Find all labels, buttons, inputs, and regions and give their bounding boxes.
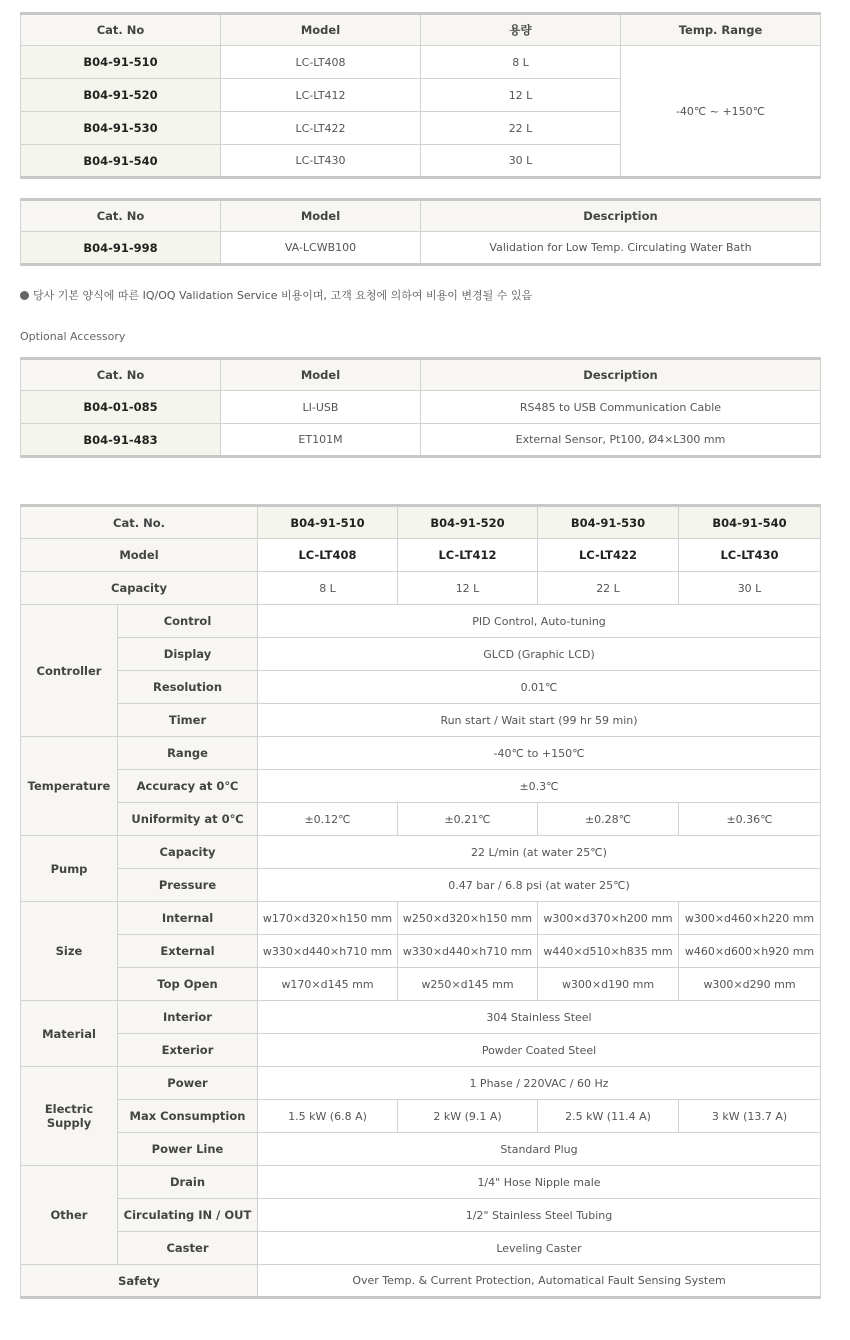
table-row xyxy=(21,424,821,457)
value-cell: 1/4" Hose Nipple male xyxy=(258,1166,821,1199)
pump-capacity-row xyxy=(21,836,821,869)
optional-accessory-title: Optional Accessory xyxy=(20,330,126,343)
value-cell: w300×d190 mm xyxy=(538,968,679,1001)
table-row xyxy=(21,46,821,79)
range-row xyxy=(21,737,821,770)
value-cell: Standard Plug xyxy=(258,1133,821,1166)
value-cell: Leveling Caster xyxy=(258,1232,821,1265)
header-model: Model xyxy=(221,14,421,46)
value-cell: 2 kW (9.1 A) xyxy=(398,1100,538,1133)
temp-range-cell: -40℃ ~ +150℃ xyxy=(621,46,821,178)
row-label: Display xyxy=(118,638,258,671)
value-cell: PID Control, Auto-tuning xyxy=(258,605,821,638)
value-cell: 3 kW (13.7 A) xyxy=(679,1100,821,1133)
row-label: Exterior xyxy=(118,1034,258,1067)
model-cell: LC-LT430 xyxy=(221,145,421,178)
description-cell: External Sensor, Pt100, Ø4×L300 mm xyxy=(421,424,821,457)
row-label: Top Open xyxy=(118,968,258,1001)
capacity-cell: 12 L xyxy=(398,572,538,605)
value-cell: ±0.3℃ xyxy=(258,770,821,803)
drain-row xyxy=(21,1166,821,1199)
value-cell: w250×d320×h150 mm xyxy=(398,902,538,935)
value-cell: ±0.28℃ xyxy=(538,803,679,836)
group-label-line: Supply xyxy=(46,1116,92,1130)
exterior-row xyxy=(21,1034,821,1067)
value-cell: ±0.36℃ xyxy=(679,803,821,836)
validation-table xyxy=(20,198,821,266)
capacity-cell: 8 L xyxy=(421,46,621,79)
value-cell: w170×d145 mm xyxy=(258,968,398,1001)
header-model: Model xyxy=(221,200,421,232)
model-cell: LC-LT412 xyxy=(221,79,421,112)
timer-row xyxy=(21,704,821,737)
header-temp-range: Temp. Range xyxy=(621,14,821,46)
value-cell: w300×d290 mm xyxy=(679,968,821,1001)
model-cell: LC-LT408 xyxy=(258,539,398,572)
cat-no-cell: B04-91-510 xyxy=(21,46,221,79)
group-label-pump: Pump xyxy=(21,836,118,902)
cat-no-cell: B04-91-998 xyxy=(21,232,221,265)
capacity-cell: 22 L xyxy=(421,112,621,145)
model-cell: LI-USB xyxy=(221,391,421,424)
value-cell: ±0.21℃ xyxy=(398,803,538,836)
group-label-size: Size xyxy=(21,902,118,1001)
product-table xyxy=(20,12,821,179)
value-cell: 0.01℃ xyxy=(258,671,821,704)
power-line-row xyxy=(21,1133,821,1166)
row-label: Cat. No. xyxy=(21,506,258,539)
capacity-cell: 8 L xyxy=(258,572,398,605)
row-label: Circulating IN / OUT xyxy=(118,1199,258,1232)
cat-no-cell: B04-91-530 xyxy=(21,112,221,145)
group-label-temperature: Temperature xyxy=(21,737,118,836)
model-row xyxy=(21,539,821,572)
value-cell: GLCD (Graphic LCD) xyxy=(258,638,821,671)
value-cell: w330×d440×h710 mm xyxy=(398,935,538,968)
row-label: Interior xyxy=(118,1001,258,1034)
capacity-cell: 30 L xyxy=(421,145,621,178)
resolution-row xyxy=(21,671,821,704)
caster-row xyxy=(21,1232,821,1265)
header-cat-no: Cat. No xyxy=(21,14,221,46)
uniformity-row xyxy=(21,803,821,836)
description-cell: Validation for Low Temp. Circulating Water Bath xyxy=(421,232,821,265)
row-label: Uniformity at 0℃ xyxy=(118,803,258,836)
value-cell: Run start / Wait start (99 hr 59 min) xyxy=(258,704,821,737)
row-label: Drain xyxy=(118,1166,258,1199)
cat-no-row xyxy=(21,506,821,539)
row-label: Resolution xyxy=(118,671,258,704)
cat-no-cell: B04-01-085 xyxy=(21,391,221,424)
safety-row xyxy=(21,1265,821,1298)
value-cell: 304 Stainless Steel xyxy=(258,1001,821,1034)
pressure-row xyxy=(21,869,821,902)
cat-no-cell: B04-91-483 xyxy=(21,424,221,457)
group-label-controller: Controller xyxy=(21,605,118,737)
value-cell: w300×d370×h200 mm xyxy=(538,902,679,935)
header-description: Description xyxy=(421,359,821,391)
note-text: 당사 기본 양식에 따른 IQ/OQ Validation Service 비용이며, 고객 요청에 의하여 비용이 변경될 수 있음 xyxy=(33,289,533,302)
external-row xyxy=(21,935,821,968)
value-cell: w300×d460×h220 mm xyxy=(679,902,821,935)
row-label: Capacity xyxy=(118,836,258,869)
value-cell: w440×d510×h835 mm xyxy=(538,935,679,968)
value-cell: Powder Coated Steel xyxy=(258,1034,821,1067)
group-label-material: Material xyxy=(21,1001,118,1067)
header-description: Description xyxy=(421,200,821,232)
value-cell: w460×d600×h920 mm xyxy=(679,935,821,968)
row-label: Power Line xyxy=(118,1133,258,1166)
value-cell: 0.47 bar / 6.8 psi (at water 25℃) xyxy=(258,869,821,902)
capacity-cell: 30 L xyxy=(679,572,821,605)
row-label: Max Consumption xyxy=(118,1100,258,1133)
value-cell: 1 Phase / 220VAC / 60 Hz xyxy=(258,1067,821,1100)
cat-no-cell: B04-91-540 xyxy=(21,145,221,178)
value-cell: Over Temp. & Current Protection, Automatical Fault Sensing System xyxy=(258,1265,821,1298)
value-cell: 1.5 kW (6.8 A) xyxy=(258,1100,398,1133)
value-cell: -40℃ to +150℃ xyxy=(258,737,821,770)
value-cell: 1/2" Stainless Steel Tubing xyxy=(258,1199,821,1232)
accessory-table xyxy=(20,357,821,458)
value-cell: w170×d320×h150 mm xyxy=(258,902,398,935)
value-cell: w330×d440×h710 mm xyxy=(258,935,398,968)
header-cat-no: Cat. No xyxy=(21,359,221,391)
validation-note xyxy=(20,287,532,303)
cat-no-cell: B04-91-530 xyxy=(538,506,679,539)
cat-no-cell: B04-91-540 xyxy=(679,506,821,539)
capacity-row xyxy=(21,572,821,605)
table-row xyxy=(21,391,821,424)
group-label-line: Electric xyxy=(44,1102,94,1116)
row-label: Internal xyxy=(118,902,258,935)
model-cell: VA-LCWB100 xyxy=(221,232,421,265)
model-cell: LC-LT408 xyxy=(221,46,421,79)
group-label-other: Other xyxy=(21,1166,118,1265)
capacity-cell: 12 L xyxy=(421,79,621,112)
cat-no-cell: B04-91-520 xyxy=(21,79,221,112)
description-cell: RS485 to USB Communication Cable xyxy=(421,391,821,424)
power-row xyxy=(21,1067,821,1100)
value-cell: ±0.12℃ xyxy=(258,803,398,836)
header-capacity: 용량 xyxy=(421,14,621,46)
group-label-electric-supply xyxy=(21,1067,118,1166)
interior-row xyxy=(21,1001,821,1034)
row-label: Caster xyxy=(118,1232,258,1265)
row-label: Safety xyxy=(21,1265,258,1298)
row-label: Pressure xyxy=(118,869,258,902)
internal-row xyxy=(21,902,821,935)
row-label: Accuracy at 0℃ xyxy=(118,770,258,803)
row-label: Timer xyxy=(118,704,258,737)
accuracy-row xyxy=(21,770,821,803)
model-cell: LC-LT412 xyxy=(398,539,538,572)
value-cell: 2.5 kW (11.4 A) xyxy=(538,1100,679,1133)
value-cell: w250×d145 mm xyxy=(398,968,538,1001)
specification-table xyxy=(20,504,821,1299)
row-label: Model xyxy=(21,539,258,572)
control-row xyxy=(21,605,821,638)
capacity-cell: 22 L xyxy=(538,572,679,605)
value-cell: 22 L/min (at water 25℃) xyxy=(258,836,821,869)
row-label: Power xyxy=(118,1067,258,1100)
row-label: External xyxy=(118,935,258,968)
bullet-icon xyxy=(20,291,29,300)
header-cat-no: Cat. No xyxy=(21,200,221,232)
model-cell: ET101M xyxy=(221,424,421,457)
table-row xyxy=(21,232,821,265)
max-consumption-row xyxy=(21,1100,821,1133)
header-model: Model xyxy=(221,359,421,391)
row-label: Control xyxy=(118,605,258,638)
row-label: Range xyxy=(118,737,258,770)
display-row xyxy=(21,638,821,671)
row-label: Capacity xyxy=(21,572,258,605)
model-cell: LC-LT422 xyxy=(221,112,421,145)
cat-no-cell: B04-91-520 xyxy=(398,506,538,539)
circulating-row xyxy=(21,1199,821,1232)
model-cell: LC-LT422 xyxy=(538,539,679,572)
top-open-row xyxy=(21,968,821,1001)
cat-no-cell: B04-91-510 xyxy=(258,506,398,539)
model-cell: LC-LT430 xyxy=(679,539,821,572)
